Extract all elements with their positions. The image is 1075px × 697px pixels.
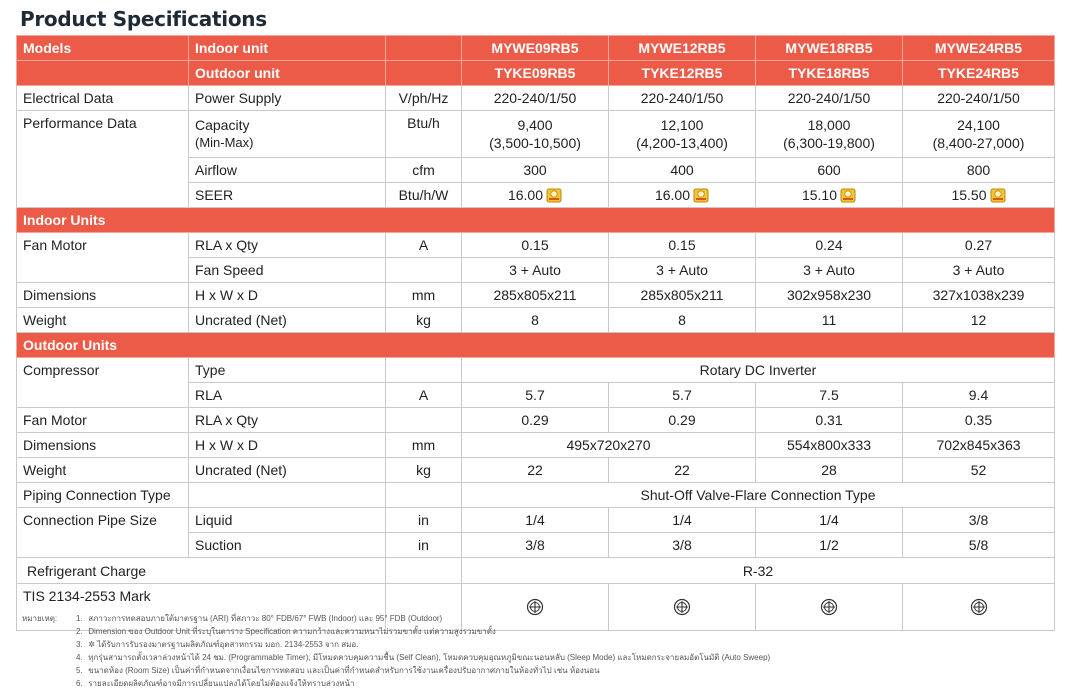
cell-value: 3/8 [462, 533, 609, 558]
cell-value: 12 [903, 308, 1055, 333]
cell-value: 220-240/1/50 [756, 86, 903, 111]
table-row [17, 433, 1055, 458]
cell-value: 7.5 [756, 383, 903, 408]
table-row [17, 508, 1055, 533]
row-unit: A [386, 383, 462, 408]
row-unit: Btu/h [386, 111, 462, 158]
row-unit: A [386, 233, 462, 258]
cell-value: 220-240/1/50 [462, 86, 609, 111]
cell-value: 8 [609, 308, 756, 333]
cell-value: Rotary DC Inverter [462, 358, 1055, 383]
cell-value: 22 [462, 458, 609, 483]
section-title: Indoor Units [17, 208, 1055, 233]
cell-value: 800 [903, 158, 1055, 183]
footnote-item: 5. ขนาดห้อง (Room Size) เป็นค่าที่กำหนดจากเงื่อนไขการทดสอบ และเป็นค่าที่กำหนดสำหรับการใช้งานเครื่องปรับอากาศภายในห้องทั่วไป เช่น ห้องนอน [76, 666, 600, 675]
cell-value: 9,400 (3,500-10,500) [462, 111, 609, 158]
cell-value: 220-240/1/50 [903, 86, 1055, 111]
cell-value: 302x958x230 [756, 283, 903, 308]
row-item-label: Uncrated (Net) [189, 308, 386, 333]
outdoor-model: TYKE18RB5 [756, 61, 903, 86]
row-group-label: Weight [17, 308, 189, 333]
footnotes-list [22, 612, 1062, 690]
cell-value: 15.50 [903, 183, 1055, 208]
row-item-label: H x W x D [189, 433, 386, 458]
cell-value: 0.29 [462, 408, 609, 433]
cell-value: 16.00 [609, 183, 756, 208]
cell-value: 12,100 (4,200-13,400) [609, 111, 756, 158]
header-row-outdoor [17, 61, 1055, 86]
outdoor-model: TYKE12RB5 [609, 61, 756, 86]
cell-value: 3 + Auto [462, 258, 609, 283]
cell-value: 400 [609, 158, 756, 183]
outdoor-unit-label: Outdoor unit [189, 61, 386, 86]
spec-table [16, 35, 1055, 631]
cell-value: 5.7 [609, 383, 756, 408]
row-item-label: Airflow [189, 158, 386, 183]
cell-value: 0.35 [903, 408, 1055, 433]
table-row [17, 483, 1055, 508]
row-unit: in [386, 533, 462, 558]
cell-value: 285x805x211 [609, 283, 756, 308]
cell-value: 702x845x363 [903, 433, 1055, 458]
row-group-label: Weight [17, 458, 189, 483]
row-item-label: Power Supply [189, 86, 386, 111]
cell-value: Shut-Off Valve-Flare Connection Type [462, 483, 1055, 508]
row-item-label: H x W x D [189, 283, 386, 308]
footnote-item: 2. Dimension ของ Outdoor Unit ที่ระบุในตาราง Specification ความกว้างและความหนาไม่รวมขาตั้ง แต่ความสูงรวมขาตั้ง [76, 627, 496, 636]
cell-value: 16.00 [462, 183, 609, 208]
table-row [17, 458, 1055, 483]
outdoor-model: TYKE24RB5 [903, 61, 1055, 86]
cell-value: 220-240/1/50 [609, 86, 756, 111]
cell-value: 15.10 [756, 183, 903, 208]
cell-value: 1/4 [462, 508, 609, 533]
cell-value: 22 [609, 458, 756, 483]
cell-value: 495x720x270 [462, 433, 756, 458]
cell-value: R-32 [462, 558, 1055, 584]
row-group-label: Dimensions [17, 433, 189, 458]
energy-label-icon [546, 187, 562, 203]
row-group-label: Fan Motor [17, 233, 189, 283]
cell-value: 285x805x211 [462, 283, 609, 308]
row-group-label: Connection Pipe Size [17, 508, 189, 558]
cell-value: 1/2 [756, 533, 903, 558]
cell-value: 554x800x333 [756, 433, 903, 458]
capacity-label: Capacity [195, 117, 250, 133]
row-group-label: Refrigerant Charge [17, 558, 386, 584]
cell-value: 9.4 [903, 383, 1055, 408]
indoor-unit-label: Indoor unit [189, 36, 386, 61]
cell-value: 11 [756, 308, 903, 333]
cell-value: 5.7 [462, 383, 609, 408]
header-row-indoor [17, 36, 1055, 61]
row-unit: V/ph/Hz [386, 86, 462, 111]
row-group-label: Piping Connection Type [17, 483, 189, 508]
outdoor-model: TYKE09RB5 [462, 61, 609, 86]
row-item-label: Type [189, 358, 386, 383]
indoor-model: MYWE24RB5 [903, 36, 1055, 61]
cell-value: 28 [756, 458, 903, 483]
row-group-label: Performance Data [17, 111, 189, 208]
section-header-indoor [17, 208, 1055, 233]
cell-value: 0.15 [462, 233, 609, 258]
row-item-label: RLA x Qty [189, 408, 386, 433]
cell-value: 1/4 [756, 508, 903, 533]
row-item-label: Uncrated (Net) [189, 458, 386, 483]
cell-value: 0.29 [609, 408, 756, 433]
row-item-label: RLA x Qty [189, 233, 386, 258]
row-unit: kg [386, 458, 462, 483]
row-group-label: TIS 2134-2553 Mark [17, 584, 386, 631]
cell-value: 52 [903, 458, 1055, 483]
row-item-label [189, 111, 386, 158]
row-item-label: Suction [189, 533, 386, 558]
table-row [17, 558, 1055, 584]
cell-value: 0.24 [756, 233, 903, 258]
section-header-outdoor [17, 333, 1055, 358]
cell-value: 3/8 [903, 508, 1055, 533]
row-item-label: RLA [189, 383, 386, 408]
footnote-item: 6. รายละเอียดผลิตภัณฑ์อาจมีการเปลี่ยนแปลงได้โดยไม่ต้องแจ้งให้ทราบล่วงหน้า [76, 679, 355, 688]
section-title: Outdoor Units [17, 333, 1055, 358]
cell-value: 3 + Auto [756, 258, 903, 283]
models-label: Models [17, 36, 189, 61]
table-row [17, 86, 1055, 111]
row-unit: kg [386, 308, 462, 333]
cell-value: 3 + Auto [903, 258, 1055, 283]
cell-value: 0.31 [756, 408, 903, 433]
cell-value: 300 [462, 158, 609, 183]
row-group-label: Electrical Data [17, 86, 189, 111]
cell-value: 5/8 [903, 533, 1055, 558]
table-row [17, 111, 1055, 158]
cell-value: 1/4 [609, 508, 756, 533]
energy-label-icon [990, 187, 1006, 203]
energy-label-icon [840, 187, 856, 203]
row-unit: mm [386, 433, 462, 458]
capacity-sub-label: (Min-Max) [195, 135, 254, 150]
cell-value: 600 [756, 158, 903, 183]
footnote-item: 1. สภาวะการทดสอบภายใต้มาตรฐาน (ARI) ที่สภาวะ 80° FDB/67° FWB (Indoor) และ 95° FDB (Outdoor) [76, 614, 443, 623]
indoor-model: MYWE09RB5 [462, 36, 609, 61]
row-item-label: SEER [189, 183, 386, 208]
table-row [17, 308, 1055, 333]
row-unit: mm [386, 283, 462, 308]
indoor-model: MYWE12RB5 [609, 36, 756, 61]
row-group-label: Dimensions [17, 283, 189, 308]
footnote-item: 4. ทุกรุ่นสามารถตั้งเวลาล่วงหน้าได้ 24 ชม. (Programmable Timer), มีโหมดควบคุมความชื้น (Self Clean), โหมดควบคุมอุณหภูมิขณะนอนหลับ (Sleep Mode) และโหมดกระจายลมอัตโนมัติ (Auto Sweep) [76, 653, 771, 662]
footnote-item: 3. ✲ ได้รับการรับรองมาตรฐานผลิตภัณฑ์อุตสาหกรรม มอก. 2134-2553 จาก สมอ. [76, 640, 359, 649]
cell-value: 0.15 [609, 233, 756, 258]
cell-value: 24,100 (8,400-27,000) [903, 111, 1055, 158]
cell-value: 8 [462, 308, 609, 333]
cell-value: 18,000 (6,300-19,800) [756, 111, 903, 158]
row-item-label: Fan Speed [189, 258, 386, 283]
energy-label-icon [693, 187, 709, 203]
table-row [17, 283, 1055, 308]
row-unit: Btu/h/W [386, 183, 462, 208]
cell-value: 3/8 [609, 533, 756, 558]
cell-value: 0.27 [903, 233, 1055, 258]
page-title: Product Specifications [20, 7, 267, 31]
table-row [17, 233, 1055, 258]
row-group-label: Fan Motor [17, 408, 189, 433]
row-item-label: Liquid [189, 508, 386, 533]
table-row [17, 408, 1055, 433]
indoor-model: MYWE18RB5 [756, 36, 903, 61]
row-unit: cfm [386, 158, 462, 183]
cell-value: 3 + Auto [609, 258, 756, 283]
row-unit: in [386, 508, 462, 533]
row-group-label: Compressor [17, 358, 189, 408]
footnotes-label: หมายเหตุ: [22, 614, 58, 623]
cell-value: 327x1038x239 [903, 283, 1055, 308]
table-row [17, 358, 1055, 383]
footnotes [22, 612, 1062, 690]
